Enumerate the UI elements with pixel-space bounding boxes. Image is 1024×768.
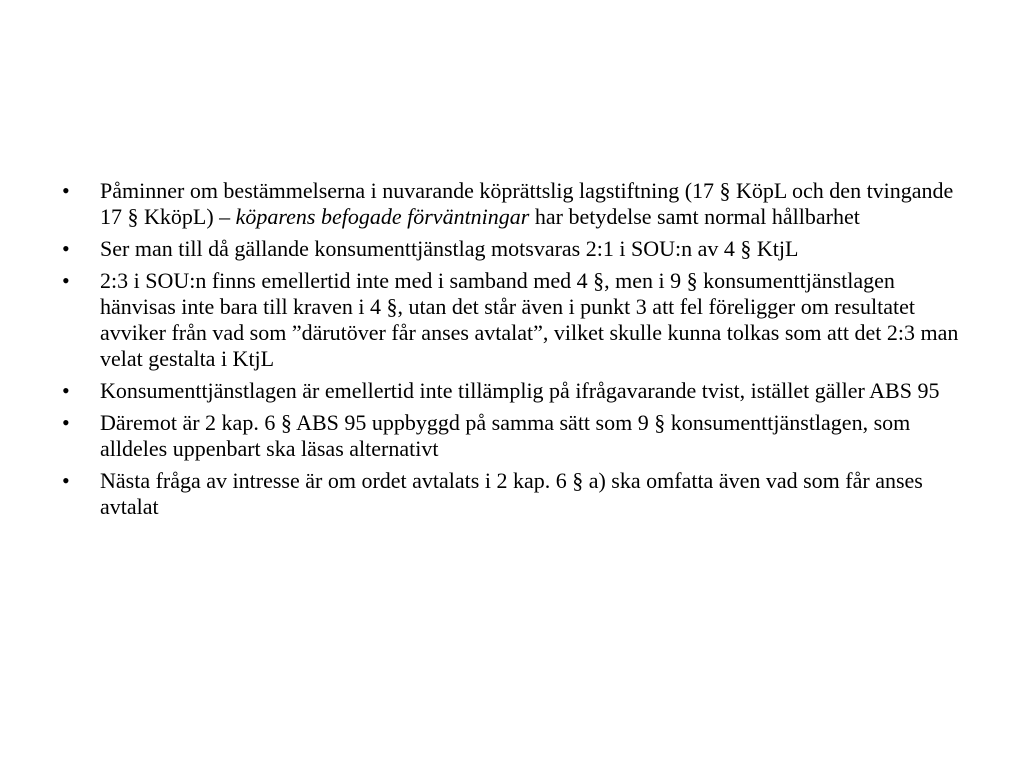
bullet-item-6 [60,468,975,520]
bullet-text: Däremot är 2 kap. 6 § ABS 95 uppbyggd på samma sätt som 9 § konsumenttjänstlagen, som alldeles uppenbart ska läsas alternativt [100,410,911,461]
bullet-list [60,178,975,526]
bullet-item-5 [60,410,975,462]
bullet-text: Ser man till då gällande konsumenttjänstlag motsvaras 2:1 i SOU:n av 4 § KtjL [100,236,799,261]
bullet-icon: • [62,378,70,403]
bullet-icon: • [62,178,70,203]
bullet-icon: • [62,410,70,435]
bullet-text: Konsumenttjänstlagen är emellertid inte tillämplig på ifrågavarande tvist, istället gäller ABS 95 [100,378,940,403]
bullet-item-3 [60,268,975,372]
bullet-item-2 [60,236,975,262]
bullet-item-1 [60,178,975,230]
bullet-text: Nästa fråga av intresse är om ordet avtalats i 2 kap. 6 § a) ska omfatta även vad som får anses avtalat [100,468,923,519]
bullet-icon: • [62,268,70,293]
bullet-text: 2:3 i SOU:n finns emellertid inte med i samband med 4 §, men i 9 § konsumenttjänstlagen hänvisas inte bara till kraven i 4 §, utan det står även i punkt 3 att fel föreligger om resultatet avviker från vad som ”därutöver får anses avtalat”, vilket skulle kunna tolkas som att det 2:3 man velat gestalta i KtjL [100,268,959,371]
bullet-icon: • [62,236,70,261]
bullet-text-after: har betydelse samt normal hållbarhet [529,204,860,229]
bullet-emphasis: köparens befogade förväntningar [235,204,530,229]
bullet-icon: • [62,468,70,493]
bullet-item-4 [60,378,975,404]
bullet-text: Påminner om bestämmelserna i nuvarande köprättslig lagstiftning (17 § KöpL och den tvingande 17 § KköpL) – [100,178,954,229]
